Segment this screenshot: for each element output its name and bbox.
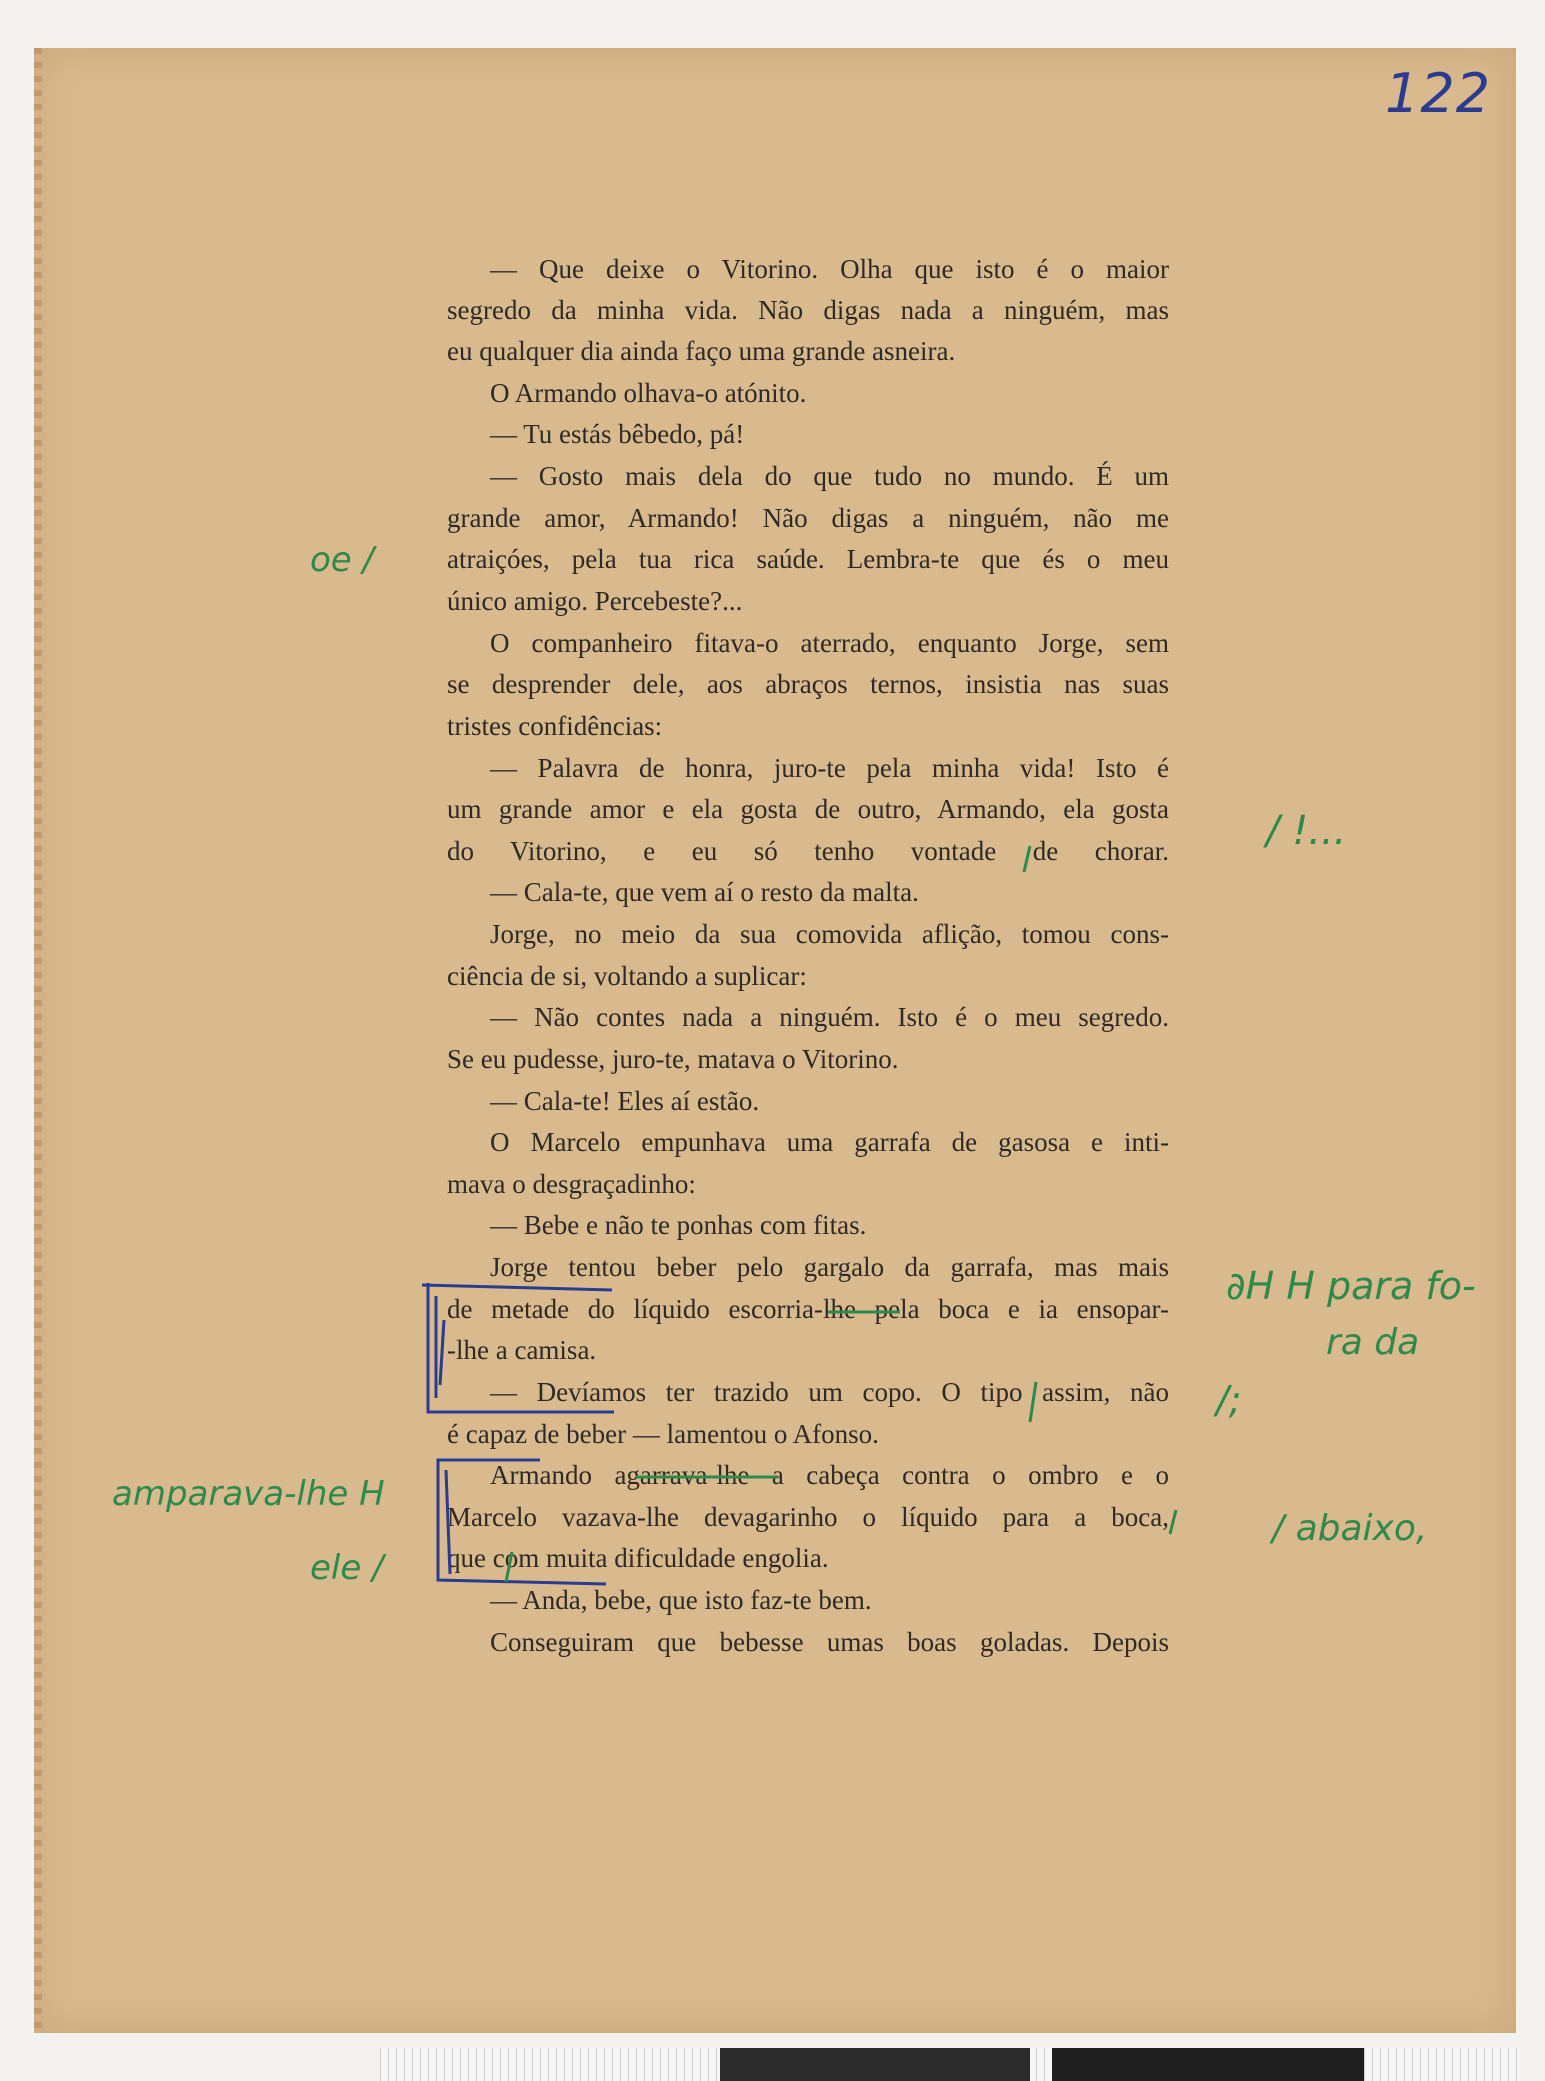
text-line: Jorge, no meio da sua comovida aflição, tomou cons-: [490, 919, 1169, 949]
text-line: O Marcelo empunhava uma garrafa de gasosa e inti-: [490, 1127, 1169, 1157]
text-line: mava o desgraçadinho:: [447, 1169, 696, 1199]
text-line: eu qualquer dia ainda faço uma grande asneira.: [447, 336, 956, 366]
text-line: que com muita dificuldade engolia.: [447, 1543, 829, 1573]
margin-note-right-para-fora: ∂H H para fo-: [1226, 1264, 1476, 1308]
text-line: atraiçóes, pela tua rica saúde. Lembra-te que és o meu: [447, 544, 1169, 574]
color-bar-black: [1052, 2048, 1364, 2081]
margin-note-right-para-fora-2: ra da: [1326, 1322, 1420, 1363]
text-line: — Gosto mais dela do que tudo no mundo. É um: [490, 461, 1169, 491]
text-line: de metade do líquido escorria-lhe pela boca e ia ensopar-: [447, 1294, 1169, 1324]
text-line: se desprender dele, aos abraços ternos, insistia nas suas: [447, 669, 1169, 699]
text-line: tristes confidências:: [447, 711, 663, 741]
text-line: grande amor, Armando! Não digas a ninguém, não me: [447, 503, 1169, 533]
text-line: — Cala-te! Eles aí estão.: [490, 1086, 760, 1116]
color-bar-dark: [720, 2048, 1030, 2081]
margin-note-left-oe: oe /: [310, 540, 374, 580]
text-line: Armando agarrava-lhe a cabeça contra o ombro e o: [490, 1460, 1169, 1490]
text-line: Conseguiram que bebesse umas boas goladas. Depois: [490, 1627, 1169, 1657]
margin-note-left-amparava: amparava-lhe H: [112, 1474, 385, 1514]
text-line: — Tu estás bêbedo, pá!: [490, 419, 745, 449]
text-line: do Vitorino, e eu só tenho vontade de chorar.: [447, 836, 1169, 866]
text-line: ciência de si, voltando a suplicar:: [447, 961, 807, 991]
text-line: Jorge tentou beber pelo gargalo da garrafa, mas mais: [490, 1252, 1169, 1282]
text-line: — Não contes nada a ninguém. Isto é o meu segredo.: [490, 1002, 1169, 1032]
text-line: — Palavra de honra, juro-te pela minha vida! Isto é: [490, 753, 1169, 783]
text-line: — Cala-te, que vem aí o resto da malta.: [490, 877, 919, 907]
margin-note-right-exclaim: / !...: [1266, 808, 1347, 854]
text-line: — Bebe e não te ponhas com fitas.: [490, 1210, 867, 1240]
text-line: Marcelo vazava-lhe devagarinho o líquido para a boca,: [447, 1502, 1169, 1532]
margin-note-right-semicolon: /;: [1216, 1378, 1242, 1422]
text-line: Se eu pudesse, juro-te, matava o Vitorino.: [447, 1044, 899, 1074]
text-line: — Devíamos ter trazido um copo. O tipo assim, não: [490, 1377, 1169, 1407]
margin-note-left-ele: ele /: [310, 1548, 384, 1588]
page-number: 122: [1385, 62, 1492, 125]
text-line: — Anda, bebe, que isto faz-te bem.: [490, 1585, 872, 1615]
margin-note-right-abaixo: / abaixo,: [1272, 1508, 1428, 1549]
text-line: é capaz de beber — lamentou o Afonso.: [447, 1419, 879, 1449]
text-line: -lhe a camisa.: [447, 1335, 597, 1365]
text-line: O companheiro fitava-o aterrado, enquanto Jorge, sem: [490, 628, 1169, 658]
text-line: segredo da minha vida. Não digas nada a ninguém, mas: [447, 295, 1169, 325]
text-line: — Que deixe o Vitorino. Olha que isto é o maior: [490, 254, 1169, 284]
text-line: um grande amor e ela gosta de outro, Armando, ela gosta: [447, 794, 1169, 824]
text-line: O Armando olhava-o atónito.: [490, 378, 807, 408]
text-line: único amigo. Percebeste?...: [447, 586, 743, 616]
